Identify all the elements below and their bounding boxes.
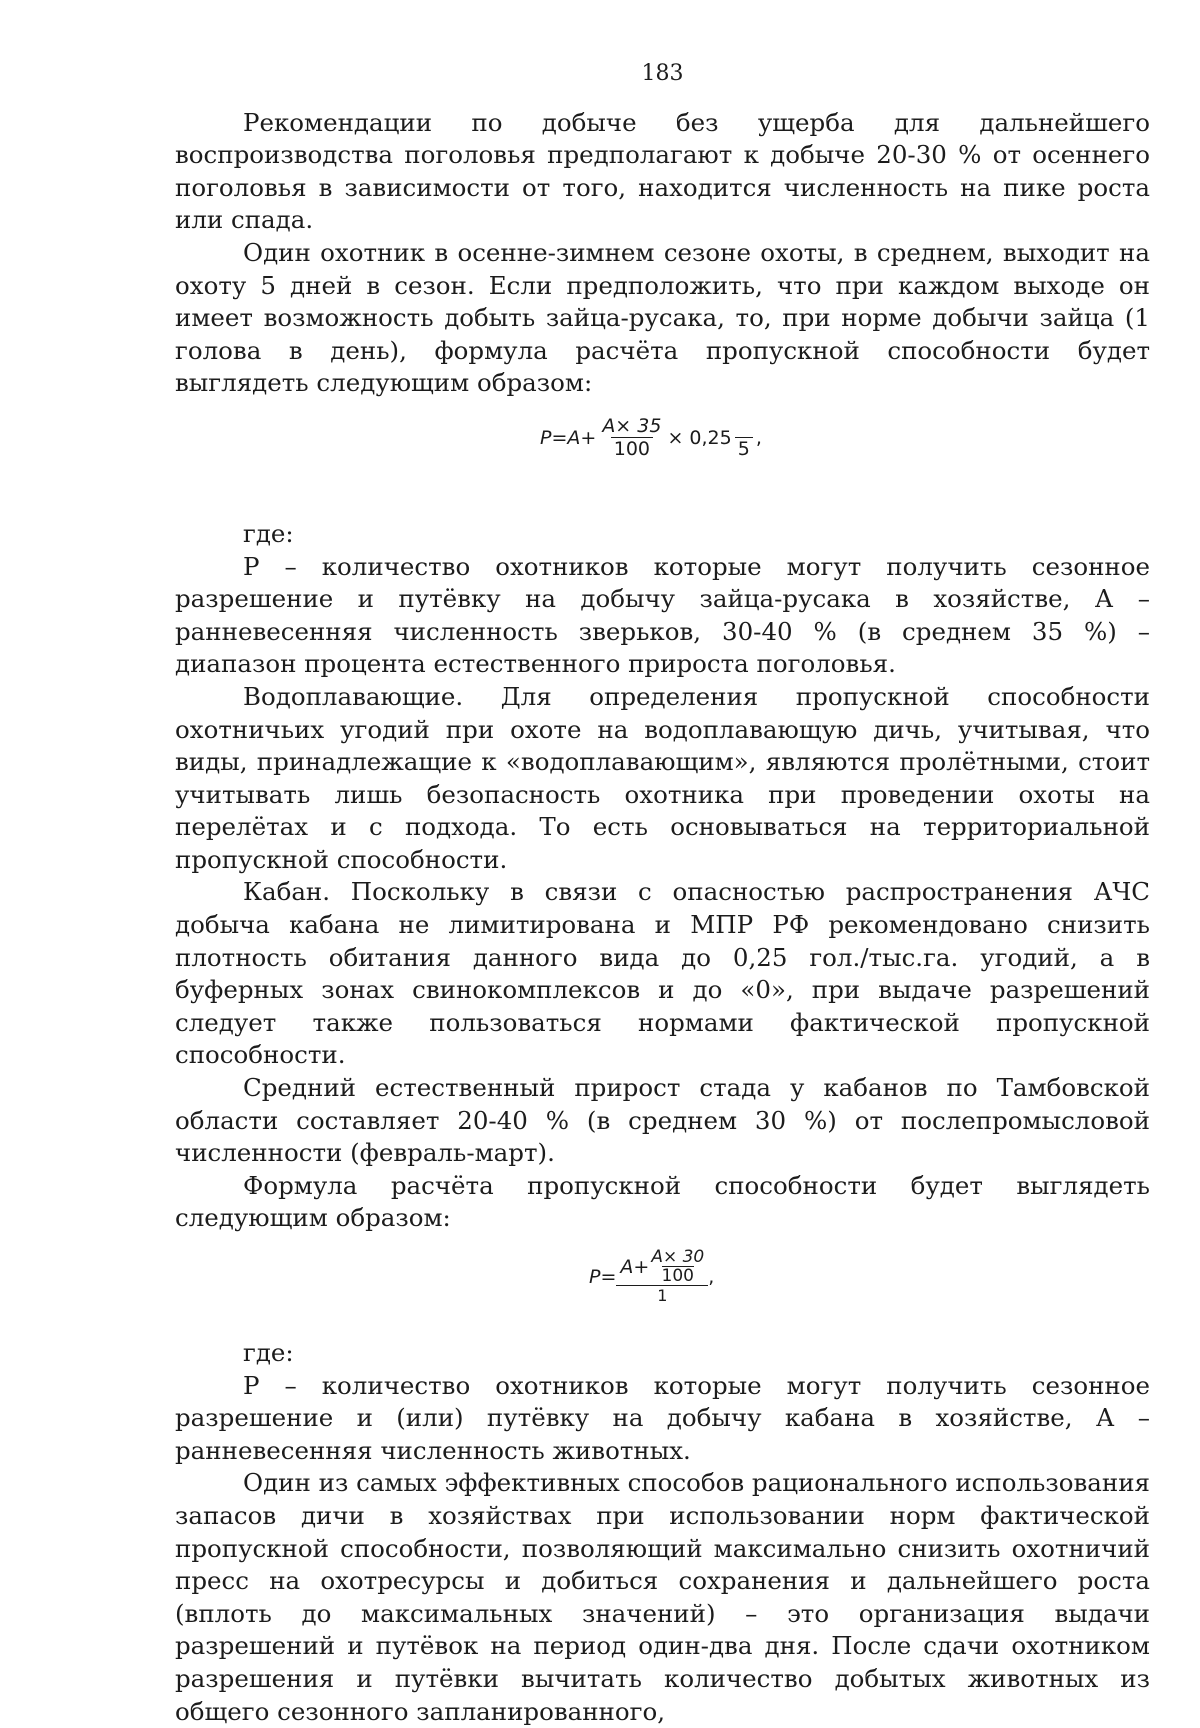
formula-boar-inner-numerator: A× 30 [651,1247,705,1267]
formula-boar-fraction [616,1248,708,1306]
formula-hare [540,404,1150,472]
formula-boar-plus: + [633,1255,650,1278]
formula-hare-denominator: 100 [611,437,653,460]
paragraph-waterfowl: Водоплавающие. Для определения пропускной способности охотничьих угодий при охоте на водоплавающую дичь, учитывая, что виды, принадлежащие к «водоплавающим», являются пролётными, стоит учитывать лишь безопасность охотника при проведении охоты на перелётах и с подхода. То есть основываться на территориальной пропускной способности. [175,681,1150,874]
formula-hare-numerator: A× 35 [602,415,662,438]
formula-hare-lhs: P [540,426,552,449]
formula-boar-inner-fraction [651,1248,704,1285]
formula-hare-comma: , [755,426,762,449]
formula-boar [589,1239,1150,1315]
formula-boar-inner-denominator: 100 [661,1266,694,1286]
formula-hare-fraction [599,415,664,460]
page-number: 183 [641,61,684,86]
where-label-2: где: [243,1338,294,1367]
paragraph-formula-intro: Формула расчёта пропускной способности будет выглядеть следующим образом: [175,1170,1150,1233]
document-page [175,58,1150,1728]
formula-boar-numerator [616,1248,708,1285]
paragraph-boar: Кабан. Поскольку в связи с опасностью распространения АЧС добыча кабана не лимитирована и МПР РФ рекомендовано снизить плотность обитания данного вида до 0,25 гол./тыс.га. угодий, а в буферных зонах свинокомплексов и до «0», при выдаче разрешений следует также пользоваться нормами фактической пропускной способности. [175,877,1150,1070]
formula-hare-fraction-2 [735,415,753,460]
paragraph-boar-growth: Средний естественный прирост стада у кабанов по Тамбовской области составляет 20-40 % (в среднем 30 %) от послепромысловой численности (февраль-март). [175,1073,1150,1168]
formula-hare-denominator-2: 5 [735,437,753,460]
formula-boar-lhs: P [589,1265,601,1288]
paragraph-hunter-days: Один охотник в осенне-зимнем сезоне охоты, в среднем, выходит на охоту 5 дней в сезон. Если предположить, что при каждом выходе он имеет возможность добыть зайца-русака, то, при норме добычи зайца (1 голова в день), формула расчёта пропускной способности будет выглядеть следующим образом: [175,237,1150,398]
formula-boar-eq: = [600,1265,617,1288]
formula-hare-numerator-2 [741,415,747,437]
paragraph-boar-definitions: Р – количество охотников которые могут получить сезонное разрешение и (или) путёвку на добычу кабана в хозяйстве, А – ранневесенняя численность животных. [175,1370,1150,1465]
formula-hare-eq: = [551,426,568,449]
formula-hare-times: × 0,25 [667,426,732,449]
formula-boar-denominator: 1 [616,1285,708,1306]
formula-hare-plus: + [580,426,597,449]
paragraph-permits: Один из самых эффективных способов рационального использования запасов дичи в хозяйствах при использовании норм фактической пропускной способности, позволяющий максимально снизить охотничий пресс на охотресурсы и добиться сохранения и дальнейшего роста (вплоть до максимальных значений) – это организация выдачи разрешений и путёвок на период один-два дня. После сдачи охотником разрешения и путёвки вычитать количество добытых животных из общего сезонного запланированного, [175,1468,1151,1726]
formula-hare-a: A [567,426,581,449]
paragraph-hare-definitions: Р – количество охотников которые могут получить сезонное разрешение и путёвку на добычу зайца-русака в хозяйстве, А – ранневесенняя численность зверьков, 30-40 % (в среднем 35 %) – диапазон процента естественного прироста поголовья. [175,551,1150,679]
paragraph-recommendations: Рекомендации по добыче без ущерба для дальнейшего воспроизводства поголовья предполагают к добыче 20-30 % от осеннего поголовья в зависимости от того, находится численность на пике роста или спада. [175,107,1150,235]
where-label-1: где: [243,518,294,548]
formula-boar-comma: , [708,1265,715,1288]
formula-boar-a: A [620,1255,634,1278]
